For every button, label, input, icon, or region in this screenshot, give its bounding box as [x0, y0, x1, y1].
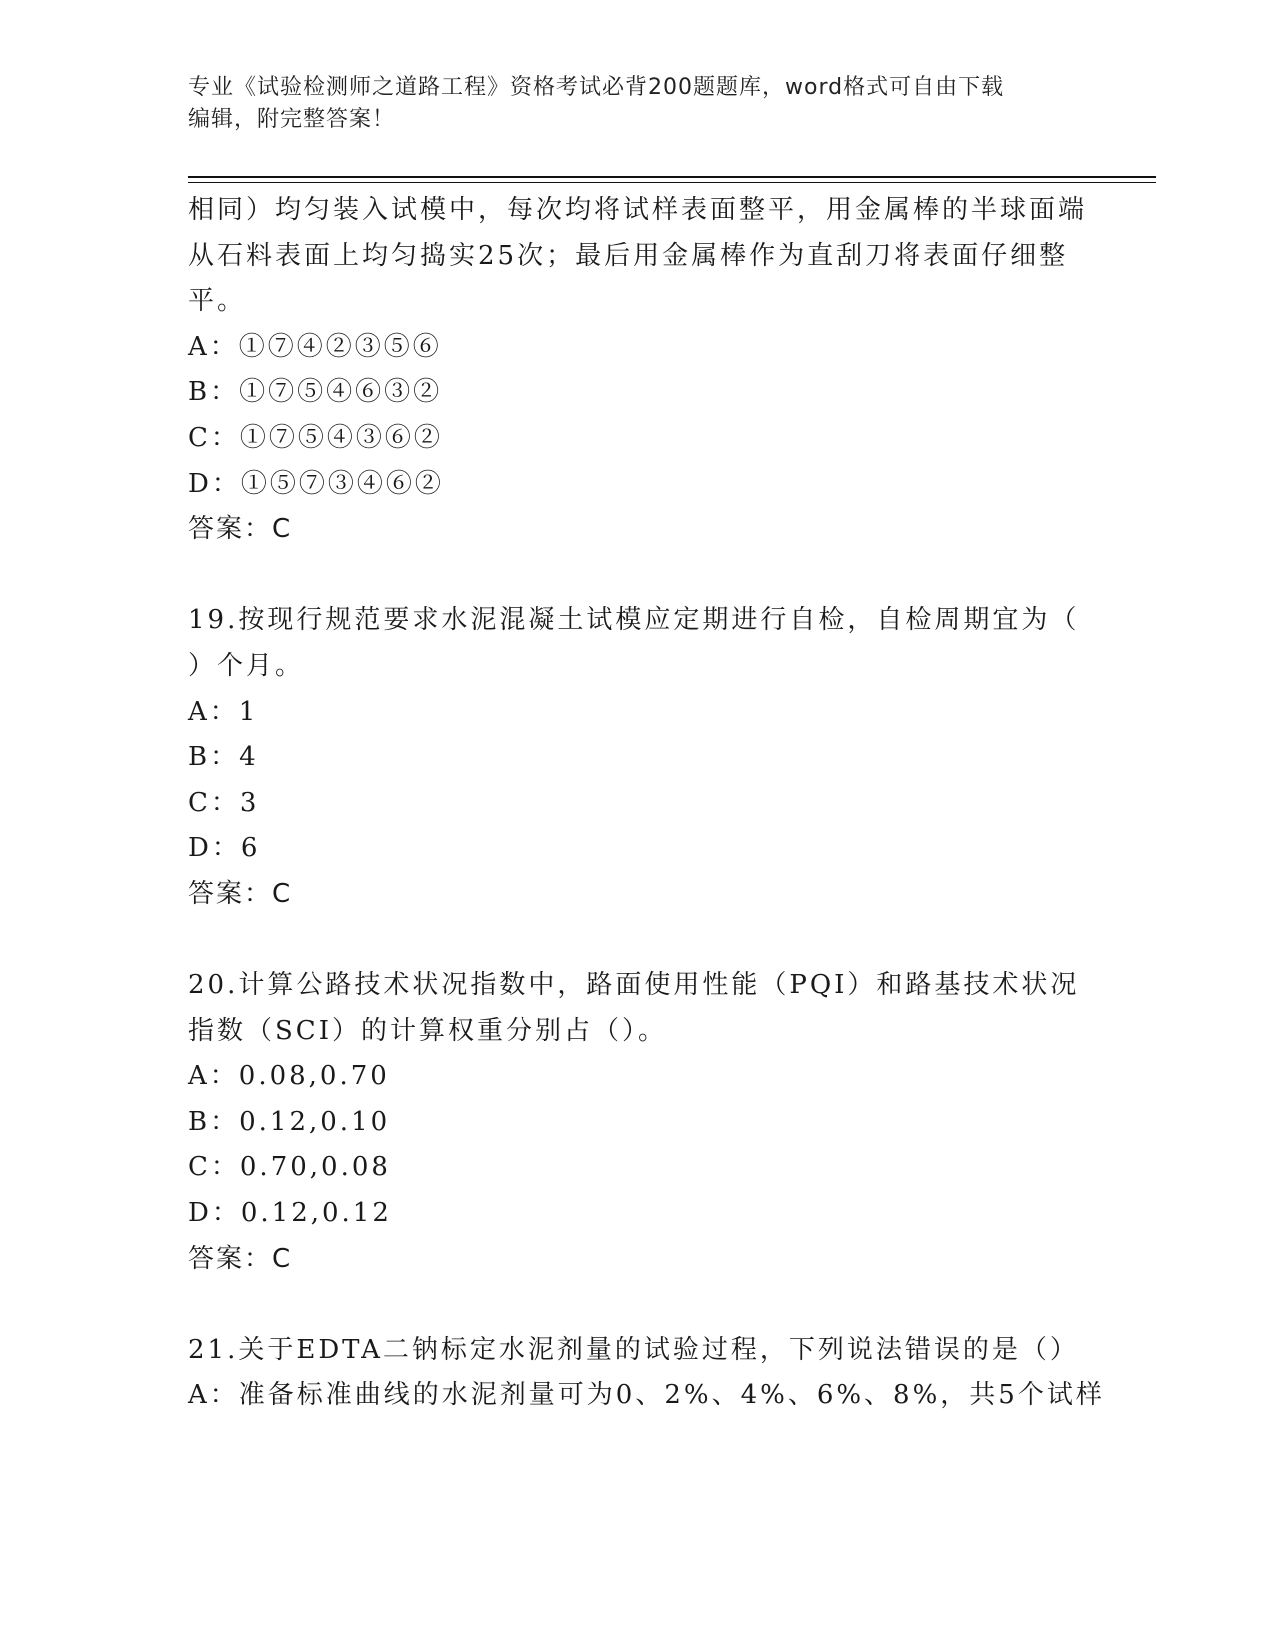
question-20 [188, 963, 1088, 1282]
answer: 答案：C [188, 514, 293, 545]
question-21 [188, 1328, 1105, 1419]
question-text: 20.计算公路技术状况指数中，路面使用性能（PQI）和路基技术状况 [188, 970, 1080, 1001]
option-a: A：准备标准曲线的水泥剂量可为0、2%、4%、6%、8%，共5个试样 [188, 1380, 1105, 1411]
question-text: 相同）均匀装入试模中，每次均将试样表面整平，用金属棒的半球面端 [188, 195, 1088, 225]
option-b: B：0.12,0.10 [188, 1106, 391, 1137]
header-line-1: 专业《试验检测师之道路工程》资格考试必背200题题库，word格式可自由下载 [188, 75, 1005, 100]
option-d: D：6 [188, 833, 261, 864]
document-header [188, 72, 1068, 136]
option-c: C：0.70,0.08 [188, 1152, 391, 1183]
document-body [188, 188, 1105, 1419]
question-text: 21.关于EDTA二钠标定水泥剂量的试验过程，下列说法错误的是（） [188, 1334, 1079, 1365]
option-b: B：①⑦⑤④⑥③② [188, 377, 443, 408]
question-19 [188, 598, 1088, 917]
answer: 答案：C [188, 878, 293, 909]
question-text: 从石料表面上均匀捣实25次；最后用金属棒作为直刮刀将表面仔细整 [188, 240, 1069, 271]
question-text: 19.按现行规范要求水泥混凝土试模应定期进行自检，自检周期宜为（ [188, 605, 1080, 636]
answer: 答案：C [188, 1243, 293, 1274]
header-divider-thick [188, 176, 1156, 178]
header-line-2: 编辑，附完整答案！ [188, 107, 396, 132]
option-d: D：①⑤⑦③④⑥② [188, 468, 444, 499]
question-text: 平。 [188, 286, 247, 317]
question-text: 指数（SCI）的计算权重分别占（）。 [188, 1015, 667, 1046]
option-c: C：3 [188, 787, 260, 818]
option-a: A：0.08,0.70 [188, 1061, 390, 1092]
option-a: A：①⑦④②③⑤⑥ [188, 331, 442, 362]
question-18 [188, 188, 1088, 553]
spacer [188, 918, 1088, 964]
header-divider-thin [188, 182, 1156, 183]
option-d: D：0.12,0.12 [188, 1198, 392, 1229]
question-text: ）个月。 [188, 650, 305, 681]
option-c: C：①⑦⑤④③⑥② [188, 422, 443, 453]
option-a: A：1 [188, 696, 259, 727]
spacer [188, 1282, 1088, 1328]
option-b: B：4 [188, 742, 259, 773]
spacer [188, 553, 1088, 599]
